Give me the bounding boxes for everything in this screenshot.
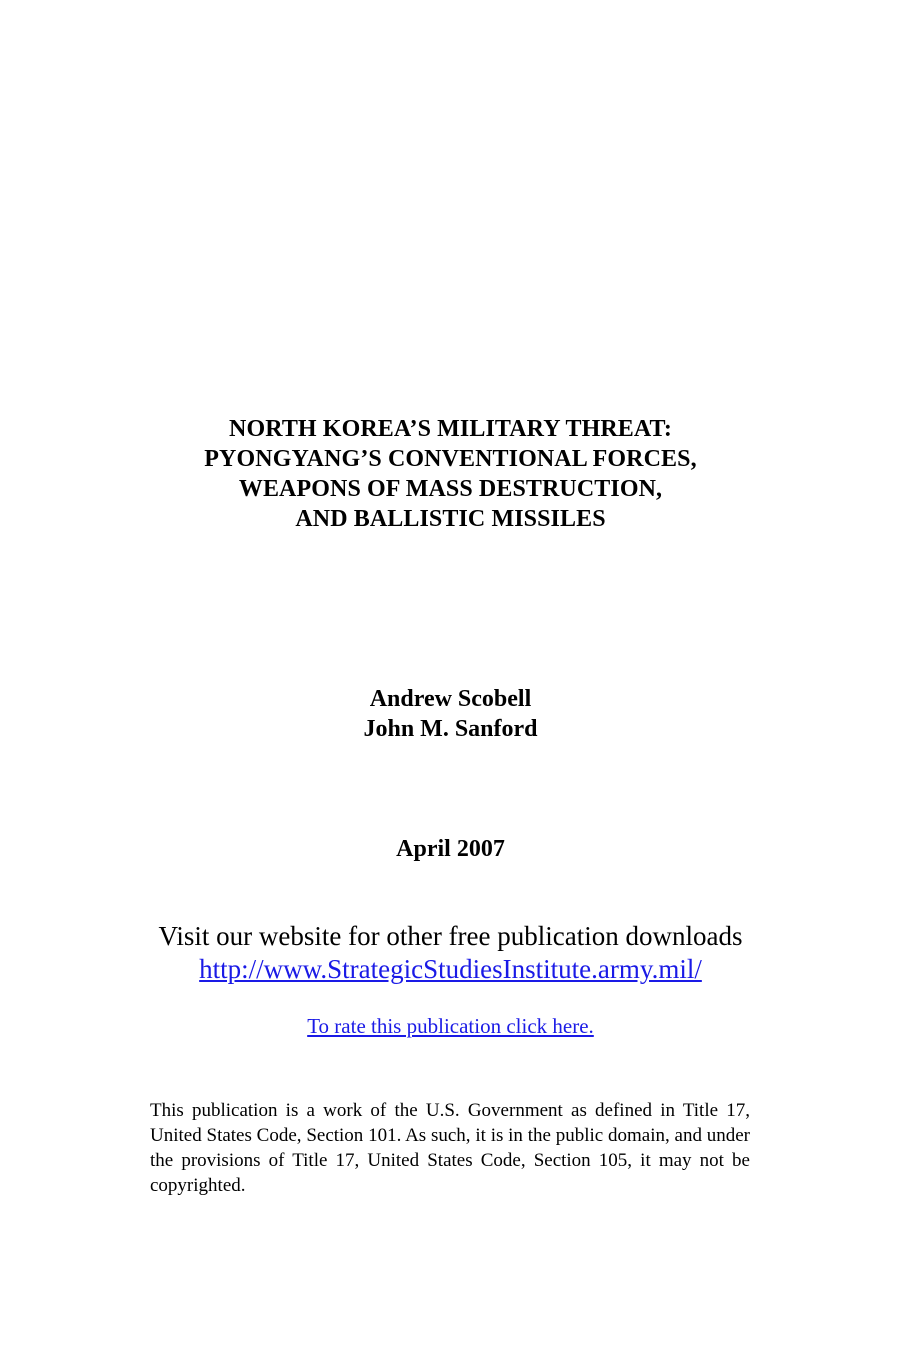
title-line: NORTH KOREA’S MILITARY THREAT: bbox=[229, 416, 672, 442]
website-link[interactable]: http://www.StrategicStudiesInstitute.army.mil/ bbox=[199, 954, 702, 984]
rate-publication-link[interactable]: To rate this publication click here. bbox=[307, 1014, 594, 1038]
title-line: PYONGYANG’S CONVENTIONAL FORCES, bbox=[204, 446, 697, 472]
publication-date: April 2007 bbox=[396, 836, 505, 862]
title-line: WEAPONS OF MASS DESTRUCTION, bbox=[238, 476, 663, 502]
website-section bbox=[0, 920, 901, 986]
website-prompt: Visit our website for other free publication downloads bbox=[158, 921, 743, 951]
author-name: Andrew Scobell bbox=[369, 686, 532, 712]
rate-publication bbox=[0, 1012, 901, 1040]
author-name: John M. Sanford bbox=[363, 716, 538, 742]
document-title bbox=[0, 414, 901, 534]
title-line: AND BALLISTIC MISSILES bbox=[295, 506, 606, 532]
authors bbox=[0, 684, 901, 744]
copyright-notice: This publication is a work of the U.S. Government as defined in Title 17, United States Code, Section 101. As such, it is in the public domain, and under the provisions of Title 17, United States Code, Section 105, it may not be copyrighted. bbox=[150, 1100, 750, 1196]
